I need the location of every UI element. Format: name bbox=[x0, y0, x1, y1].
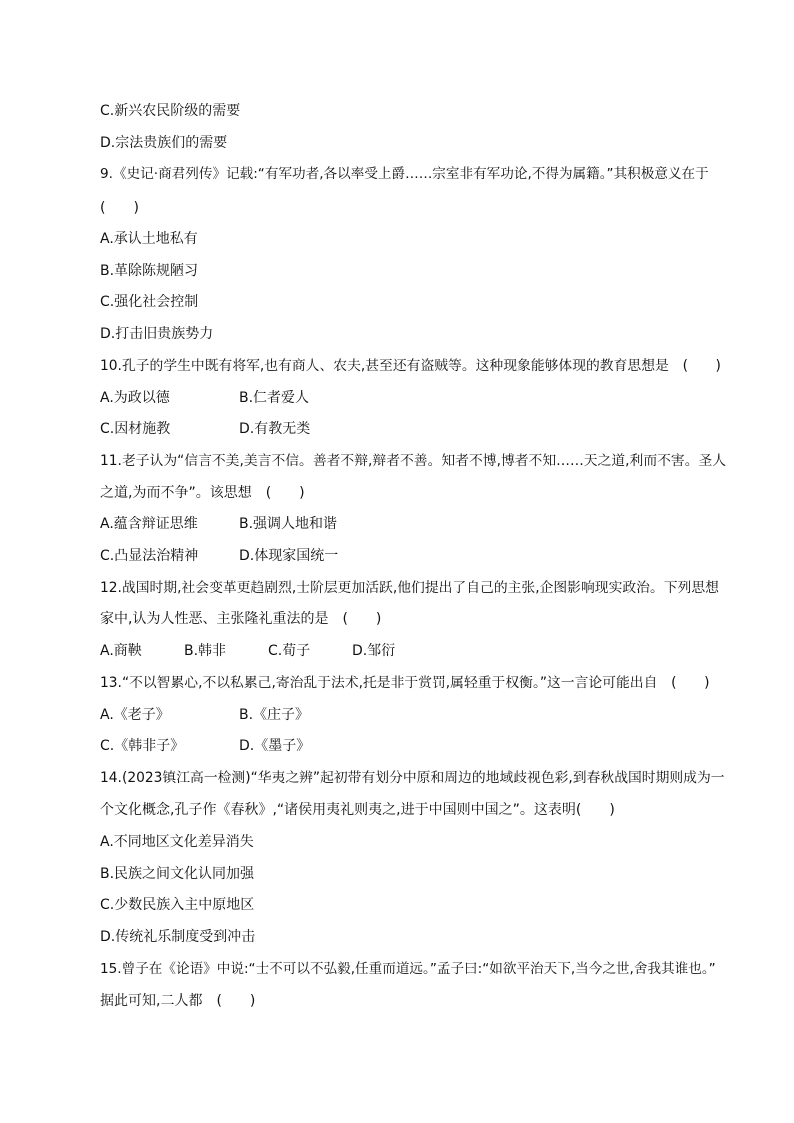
q14-option-c: C.少数民族入主中原地区 bbox=[100, 897, 255, 913]
q13-option-a: A.《老子》 bbox=[100, 707, 170, 723]
q12-option-b: B.韩非 bbox=[184, 643, 227, 659]
q9-option-d: D.打击旧贵族势力 bbox=[100, 326, 214, 342]
q10-option-c: C.因材施教 bbox=[100, 421, 171, 437]
q9-stem-line2: ( ) bbox=[100, 200, 139, 216]
q10-stem: 10.孔子的学生中既有将军,也有商人、农夫,甚至还有盗贼等。这种现象能够体现的教育思想是 ( ) bbox=[100, 358, 721, 374]
q12-option-a: A.商鞅 bbox=[100, 643, 142, 659]
q10-option-b: B.仁者爱人 bbox=[239, 390, 310, 406]
q14-stem-line2: 个文化概念,孔子作《春秋》,“诸侯用夷礼则夷之,进于中国则中国之”。这表明( ) bbox=[100, 802, 615, 818]
q12-stem-line1: 12.战国时期,社会变革更趋剧烈,士阶层更加活跃,他们提出了自己的主张,企图影响现实政治。下列思想 bbox=[100, 580, 719, 596]
q11-option-d: D.体现家国统一 bbox=[239, 548, 339, 564]
q11-option-a: A.蕴含辩证思维 bbox=[100, 516, 198, 532]
q8-option-d: D.宗法贵族们的需要 bbox=[100, 135, 228, 151]
q14-option-a: A.不同地区文化差异消失 bbox=[100, 834, 254, 850]
q13-option-b: B.《庄子》 bbox=[239, 707, 310, 723]
q15-stem-line2: 据此可知,二人都 ( ) bbox=[100, 993, 256, 1009]
q12-option-d: D.邹衍 bbox=[352, 643, 396, 659]
q9-option-c: C.强化社会控制 bbox=[100, 294, 199, 310]
q12-stem-line2: 家中,认为人性恶、主张隆礼重法的是 ( ) bbox=[100, 611, 382, 627]
q9-stem-line1: 9.《史记·商君列传》记载:“有军功者,各以率受上爵……宗室非有军功论,不得为属籍。”其积极意义在于 bbox=[100, 166, 709, 182]
q12-option-c: C.荀子 bbox=[268, 643, 311, 659]
q14-option-d: D.传统礼乐制度受到冲击 bbox=[100, 929, 256, 945]
q15-stem-line1: 15.曾子在《论语》中说:“士不可以不弘毅,任重而道远。”孟子曰:“如欲平治天下,当今之世,舍我其谁也。” bbox=[100, 961, 716, 977]
q11-stem-line1: 11.老子认为“信言不美,美言不信。善者不辩,辩者不善。知者不博,博者不知……天之道,利而不害。圣人 bbox=[100, 453, 727, 469]
q11-option-c: C.凸显法治精神 bbox=[100, 548, 199, 564]
q11-option-b: B.强调人地和谐 bbox=[239, 516, 338, 532]
q14-option-b: B.民族之间文化认同加强 bbox=[100, 866, 255, 882]
q14-stem-line1: 14.(2023镇江高一检测)“华夷之辨”起初带有划分中原和周边的地域歧视色彩,到春秋战国时期则成为一 bbox=[100, 770, 725, 786]
q10-option-a: A.为政以德 bbox=[100, 390, 170, 406]
q10-option-d: D.有教无类 bbox=[239, 421, 311, 437]
q9-option-b: B.革除陈规陋习 bbox=[100, 263, 199, 279]
q13-stem: 13.“不以智累心,不以私累己,寄治乱于法术,托是非于赏罚,属轻重于权衡。”这一言论可能出自 ( ) bbox=[100, 675, 710, 691]
q8-option-c: C.新兴农民阶级的需要 bbox=[100, 103, 241, 119]
q13-option-d: D.《墨子》 bbox=[239, 738, 311, 754]
q13-option-c: C.《韩非子》 bbox=[100, 738, 185, 754]
q9-option-a: A.承认土地私有 bbox=[100, 231, 198, 247]
q11-stem-line2: 之道,为而不争”。该思想 ( ) bbox=[100, 485, 305, 501]
